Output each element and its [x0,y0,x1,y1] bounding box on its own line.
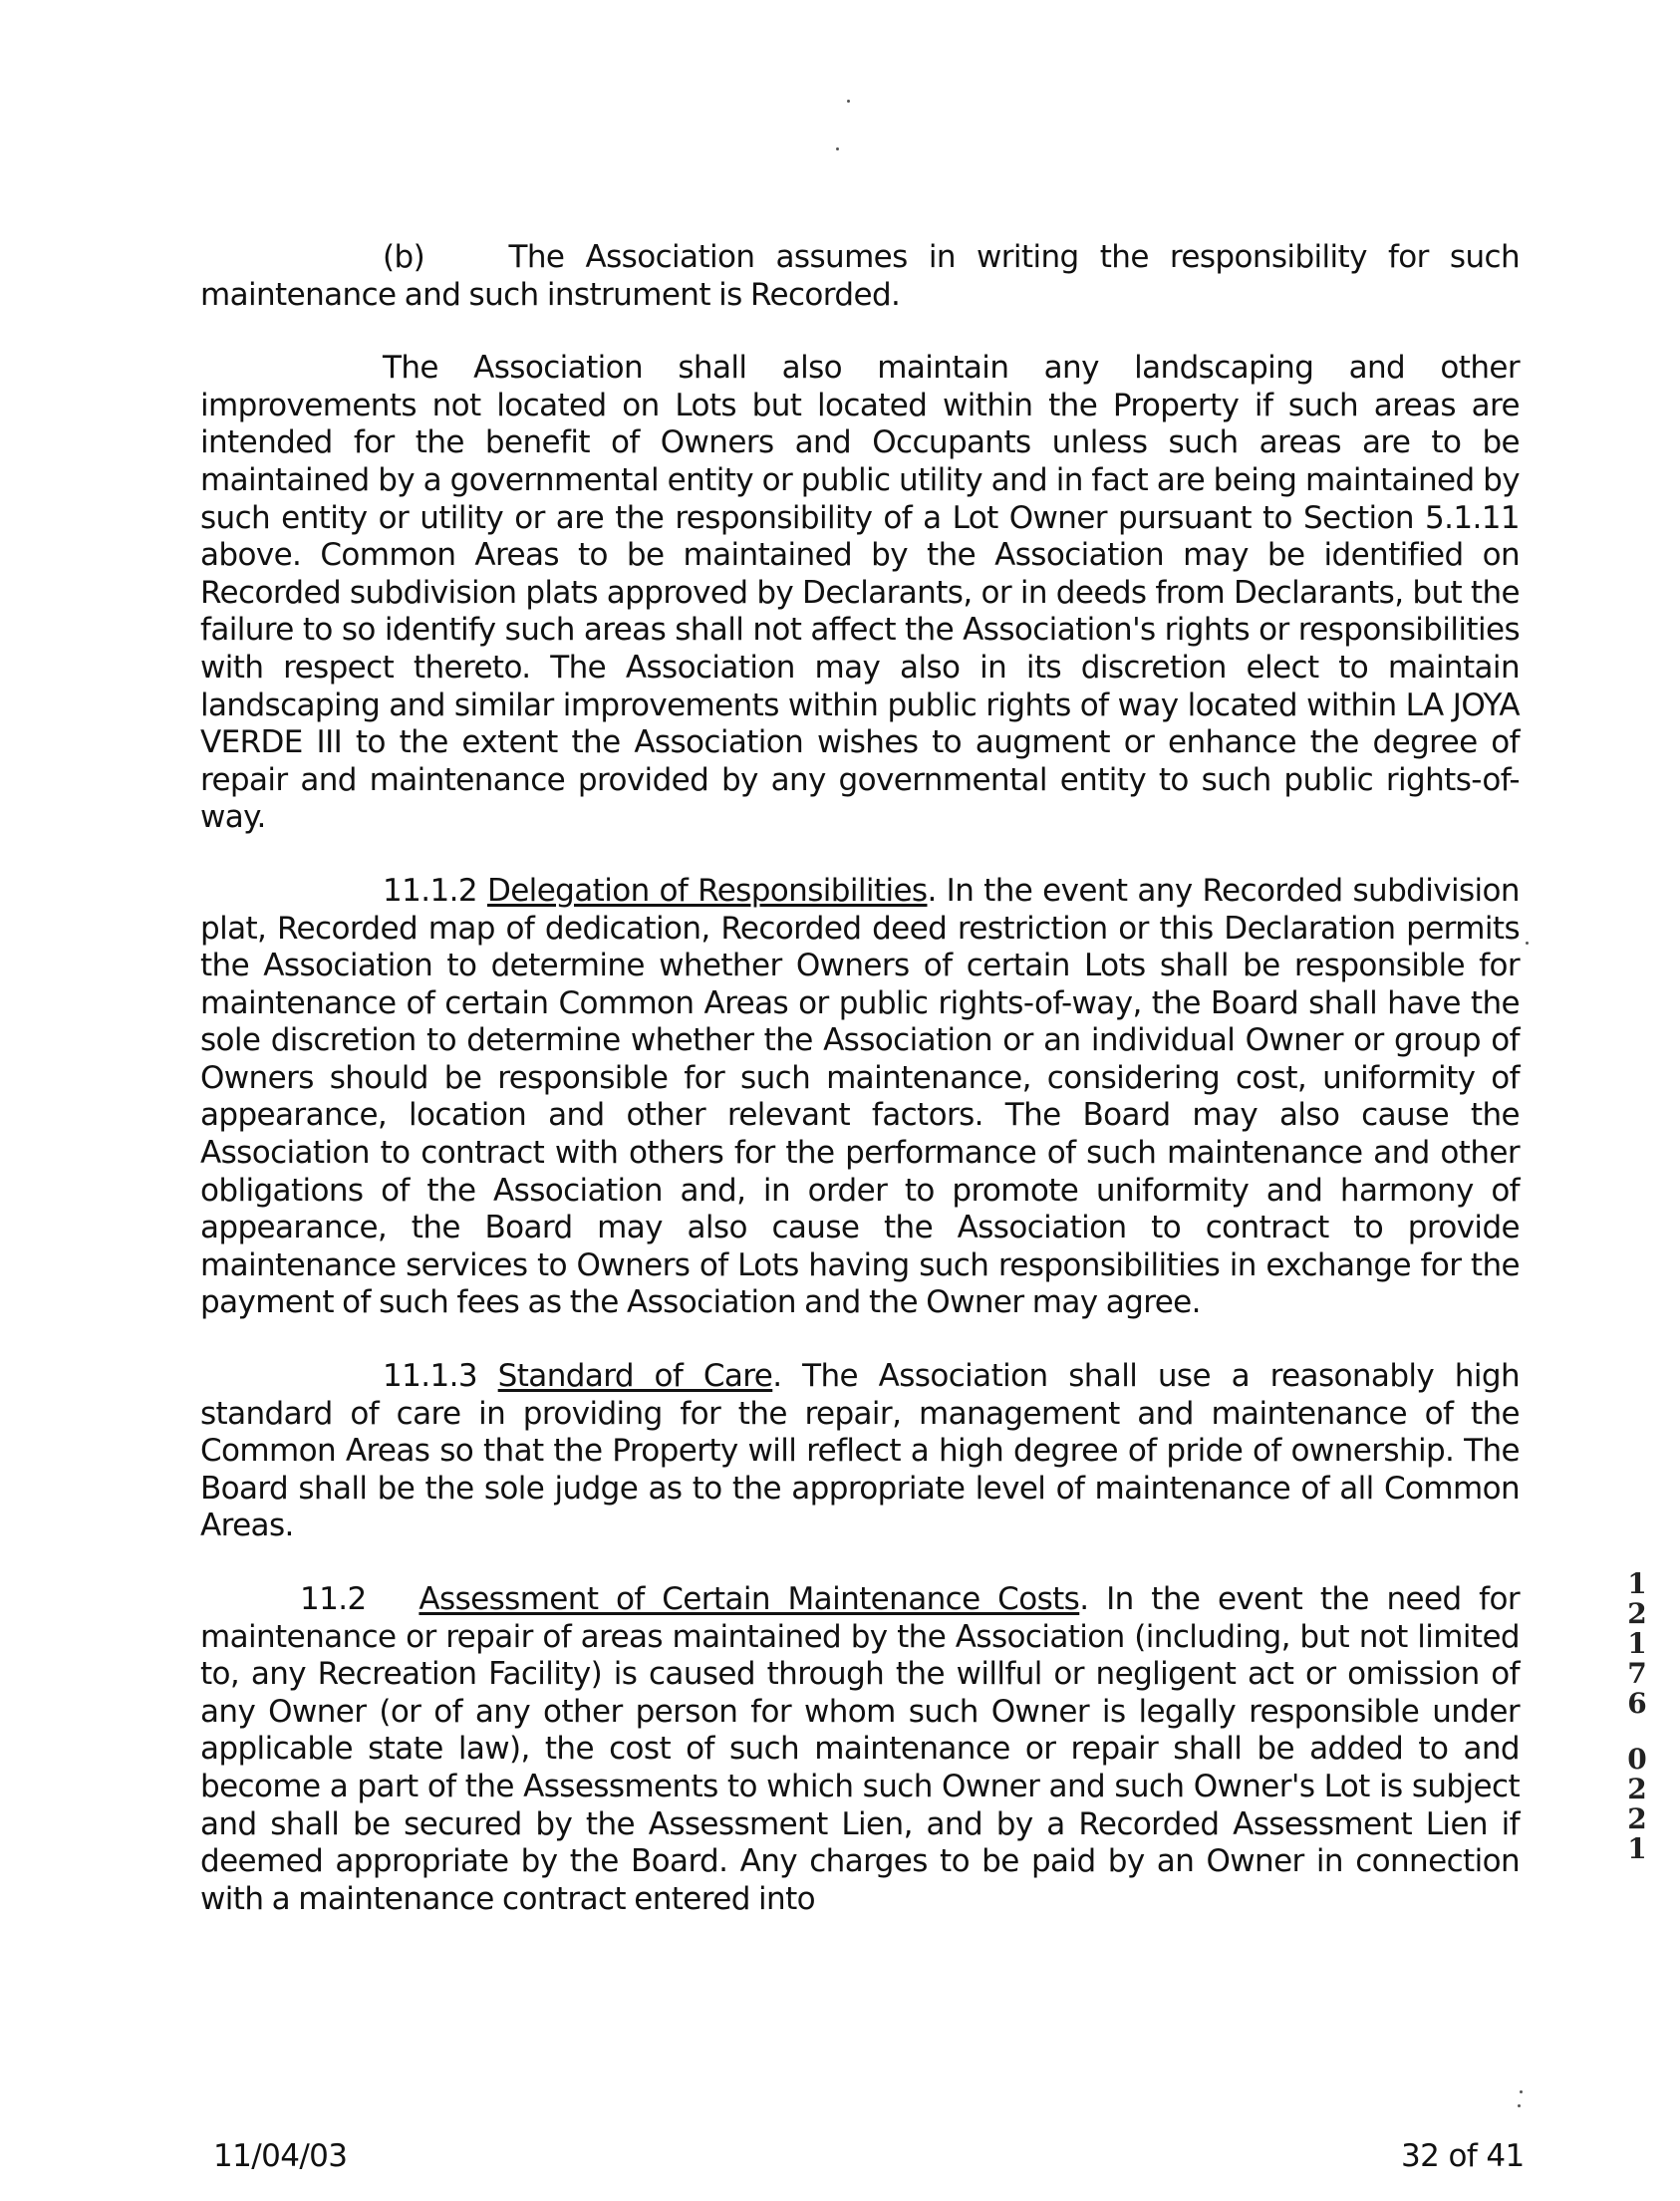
section-11-1-3 [200,1358,1520,1545]
stamp-gap [1622,1719,1652,1745]
stamp-digit: 1 [1627,1832,1647,1865]
stamp-digit: 0 [1627,1743,1647,1776]
section-11-1-2-text: . In the event any Recorded subdivision plat, Recorded map of dedication, Recorded deed restriction or this Declaration permits the Association to determine whether Owners of certain Lots shall be responsible for maintenance of certain Common Areas or public rights-of-way, the Board shall have the sole discretion to determine whether the Association or an individual Owner or group of Owners should be responsible for such maintenance, considering cost, uniformity of appearance, location and other relevant factors. The Board may also cause the Association to contract with others for the performance of such maintenance and other obligations of the Association and, in order to promote uniformity and harmony of appearance, the Board may also cause the Association to contract to provide maintenance services to Owners of Lots having such responsibilities in exchange for the payment of such fees as the Association and the Owner may agree. [200,872,1520,1321]
section-11-1-3-text: . The Association shall use a reasonably high standard of care in providing for the repair, management and maintenance of the Common Areas so that the Property will reflect a high degree of pride of ownership. The Board shall be the sole judge as to the appropriate level of maintenance of all Common Areas. [200,1358,1520,1544]
stamp-digit: 1 [1627,1567,1647,1600]
paragraph-b-label: (b) [383,239,425,275]
footer-page-number: 32 of 41 [1401,2138,1525,2174]
stamp-digit: 1 [1627,1627,1647,1660]
section-11-1-3-number: 11.1.3 [383,1358,478,1395]
paragraph-b [200,239,1520,314]
stamp-digit: 6 [1627,1687,1647,1720]
scan-speck [847,100,850,103]
stamp-digit: 7 [1627,1657,1647,1690]
section-11-1-2 [200,873,1520,1322]
section-11-2 [200,1581,1520,1918]
document-body [200,239,1520,1954]
section-11-2-number: 11.2 [300,1581,367,1617]
section-11-1-2-heading: Delegation of Responsibilities [486,872,928,909]
section-11-2-heading: Assessment of Certain Maintenance Costs [419,1581,1080,1617]
scan-speck [1518,2104,1521,2107]
recording-number-stamp [1622,1569,1652,1864]
section-11-2-text: . In the event the need for maintenance or repair of areas maintained by the Association (including, but not limited to, any Recreation Facility) is caused through the willful or negligent act or omission of any Owner (or of any other person for whom such Owner is legally responsible under applicable state law), the cost of such maintenance or repair shall be added to and become a part of the Assessments to which such Owner and such Owner's Lot is subject and shall be secured by the Assessment Lien, and by a Recorded Assessment Lien if deemed appropriate by the Board. Any charges to be paid by an Owner in connection with a maintenance contract entered into [200,1581,1520,1917]
paragraph-landscaping: The Association shall also maintain any landscaping and other improvements not located on Lots but located within the Property if such areas are intended for the benefit of Owners and Occupants unless such areas are to be maintained by a governmental entity or public utility and in fact are being maintained by such entity or utility or are the responsibility of a Lot Owner pursuant to Section 5.1.11 above. Common Areas to be maintained by the Association may be identified on Recorded subdivision plats approved by Declarants, or in deeds from Declarants, but the failure to so identify such areas shall not affect the Association's rights or responsibilities with respect thereto. The Association may also in its discretion elect to maintain landscaping and similar improvements within public rights of way located within LA JOYA VERDE III to the extent the Association wishes to augment or enhance the degree of repair and maintenance provided by any governmental entity to such public rights-of-way. [200,350,1520,836]
scan-speck [836,147,839,150]
scan-speck [1526,942,1529,945]
stamp-digit: 2 [1627,1597,1647,1630]
stamp-digit: 2 [1627,1773,1647,1805]
section-11-1-2-number: 11.1.2 [383,872,478,909]
scan-speck [1520,2090,1523,2093]
section-11-1-3-heading: Standard of Care [497,1358,773,1395]
paragraph-b-text: The Association assumes in writing the responsibility for such maintenance and such instrument is Recorded. [200,239,1520,313]
footer-date: 11/04/03 [213,2138,348,2174]
stamp-digit: 2 [1627,1802,1647,1835]
